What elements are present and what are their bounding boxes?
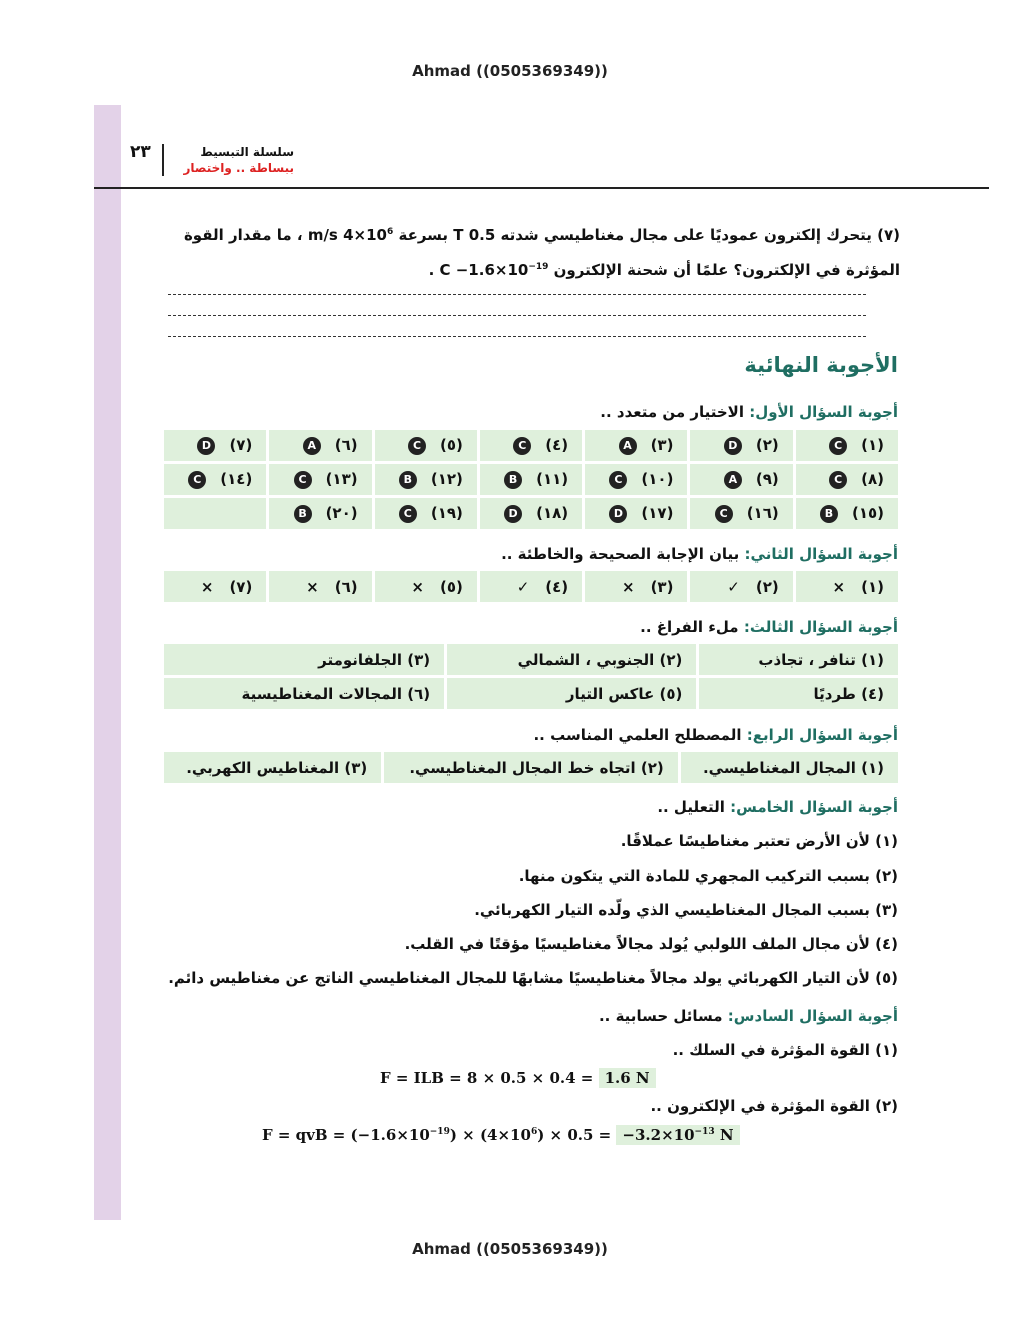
question-number: (٦) bbox=[334, 577, 358, 596]
answer-line[interactable] bbox=[168, 336, 866, 337]
mcq-cell bbox=[796, 464, 898, 495]
mcq-cell bbox=[480, 430, 582, 461]
question-number: (١١) bbox=[536, 470, 569, 489]
answer-choice-icon: C bbox=[609, 471, 627, 489]
mcq-cell bbox=[690, 430, 792, 461]
mcq-cell bbox=[690, 464, 792, 495]
reason-item: (١) لأن الأرض تعتبر مغناطيسًا عملاقًا. bbox=[620, 832, 898, 850]
question-number: (٩) bbox=[755, 470, 779, 489]
mcq-cell bbox=[375, 430, 477, 461]
mcq-cell bbox=[269, 430, 371, 461]
reason-item: (٤) لأن مجال الملف اللولبي يُولد مجالاً مغناطيسيًا مؤقتًا في القلب. bbox=[404, 935, 898, 953]
page-number: ٢٣ bbox=[130, 142, 151, 162]
answer-choice-icon: D bbox=[609, 505, 627, 523]
header-rule bbox=[94, 187, 989, 189]
section4-title: أجوبة السؤال الرابع: المصطلح العلمي المناسب .. bbox=[533, 726, 898, 744]
answers-title: الأجوبة النهائية bbox=[744, 353, 898, 377]
table-row bbox=[164, 752, 898, 783]
answer-choice-icon: C bbox=[829, 437, 847, 455]
true-false-cell bbox=[585, 571, 687, 602]
true-false-cell bbox=[164, 571, 266, 602]
fill-blank-cell: (٤) طرديًا bbox=[699, 678, 898, 709]
answer-choice-icon: C bbox=[294, 471, 312, 489]
question-number: (١٨) bbox=[536, 504, 569, 523]
section3-table bbox=[161, 641, 901, 712]
check-icon: ✓ bbox=[516, 577, 530, 596]
cross-icon: × bbox=[621, 577, 635, 596]
reason-item: (٢) بسبب التركيب المجهري للمادة التي يتكون منها. bbox=[518, 867, 898, 885]
calc1-label: (١) القوة المؤثرة في السلك .. bbox=[672, 1041, 898, 1059]
mcq-cell bbox=[796, 430, 898, 461]
series-line2: ببساطة .. واختصار bbox=[183, 161, 294, 175]
table-row bbox=[164, 678, 898, 709]
section2-title: أجوبة السؤال الثاني: بيان الإجابة الصحيحة والخاطئة .. bbox=[501, 545, 898, 563]
series-title bbox=[162, 144, 294, 176]
mcq-cell bbox=[585, 464, 687, 495]
mcq-cell bbox=[690, 498, 792, 529]
question-number: (١) bbox=[861, 436, 884, 455]
cross-icon: × bbox=[306, 577, 319, 596]
table-row bbox=[164, 430, 898, 461]
answer-choice-icon: D bbox=[724, 437, 742, 455]
answer-choice-icon: D bbox=[197, 437, 215, 455]
question-number: (١٧) bbox=[641, 504, 674, 523]
mcq-cell bbox=[480, 498, 582, 529]
answer-choice-icon: C bbox=[188, 471, 206, 489]
question-number: (١٦) bbox=[746, 504, 779, 523]
mcq-cell bbox=[585, 498, 687, 529]
answer-choice-icon: A bbox=[724, 471, 742, 489]
answer-choice-icon: C bbox=[408, 437, 426, 455]
section5-title: أجوبة السؤال الخامس: التعليل .. bbox=[657, 798, 898, 816]
cross-icon: × bbox=[411, 577, 424, 596]
fill-blank-cell: (٥) عاكس التيار bbox=[447, 678, 696, 709]
section1-table bbox=[161, 427, 901, 532]
answer-choice-icon: B bbox=[399, 471, 417, 489]
calc2-label: (٢) القوة المؤثرة في الإلكترون .. bbox=[650, 1097, 898, 1115]
question-number: (٤) bbox=[545, 577, 569, 596]
answer-choice-icon: B bbox=[294, 505, 312, 523]
header-contact: Ahmad ((0505369349)) bbox=[412, 62, 608, 80]
question-number: (١٤) bbox=[220, 470, 253, 489]
question-number: (٢٠) bbox=[325, 504, 358, 523]
answer-choice-icon: A bbox=[619, 437, 637, 455]
answer-choice-icon: C bbox=[715, 505, 733, 523]
question-number: (١٥) bbox=[851, 504, 884, 523]
question-number: (١٢) bbox=[430, 470, 463, 489]
question-7 bbox=[160, 216, 900, 286]
answer-choice-icon: D bbox=[504, 505, 522, 523]
answer-choice-icon: C bbox=[399, 505, 417, 523]
series-line1: سلسلة التبسيط bbox=[200, 145, 294, 159]
answer-choice-icon: C bbox=[513, 437, 531, 455]
term-cell: (١) المجال المغناطيسي. bbox=[681, 752, 898, 783]
table-row bbox=[164, 571, 898, 602]
section1-title: أجوبة السؤال الأول: الاختيار من متعدد .. bbox=[600, 403, 898, 421]
answer-choice-icon: A bbox=[303, 437, 321, 455]
question-number: (٨) bbox=[861, 470, 884, 489]
true-false-cell bbox=[796, 571, 898, 602]
calc1-result: 1.6 N bbox=[599, 1068, 656, 1088]
mcq-cell bbox=[269, 464, 371, 495]
table-row bbox=[164, 464, 898, 495]
mcq-cell bbox=[585, 430, 687, 461]
cross-icon: × bbox=[832, 577, 846, 596]
question-number: (٢) bbox=[755, 577, 779, 596]
answer-choice-icon: B bbox=[820, 505, 838, 523]
question-number: (٦) bbox=[334, 436, 358, 455]
term-cell: (٣) المغناطيس الكهربي. bbox=[164, 752, 381, 783]
answer-choice-icon: B bbox=[504, 471, 522, 489]
fill-blank-cell: (٣) الجلفانومتر bbox=[164, 644, 444, 675]
mcq-cell bbox=[375, 464, 477, 495]
check-icon: ✓ bbox=[727, 577, 740, 596]
true-false-cell bbox=[480, 571, 582, 602]
question-number: (١٩) bbox=[430, 504, 463, 523]
fill-blank-cell: (٢) الجنوبي ، الشمالي bbox=[447, 644, 696, 675]
fill-blank-cell: (١) تنافر ، تجاذب bbox=[699, 644, 898, 675]
mcq-cell bbox=[796, 498, 898, 529]
table-row bbox=[164, 498, 898, 529]
question-number: (٤) bbox=[545, 436, 569, 455]
section4-table bbox=[161, 749, 901, 786]
section6-title: أجوبة السؤال السادس: مسائل حسابية .. bbox=[598, 1007, 898, 1025]
question-number: (٧) bbox=[229, 436, 253, 455]
question-number: (٧) bbox=[229, 577, 253, 596]
answer-line[interactable] bbox=[168, 315, 866, 316]
cross-icon: × bbox=[200, 577, 214, 596]
question-number: (٢) bbox=[755, 436, 779, 455]
question-number: (٣) bbox=[650, 577, 674, 596]
question-number: (١) bbox=[861, 577, 884, 596]
true-false-cell bbox=[690, 571, 792, 602]
side-bar bbox=[94, 105, 121, 1220]
mcq-cell bbox=[480, 464, 582, 495]
true-false-cell bbox=[375, 571, 477, 602]
question-7-line1: (٧) يتحرك إلكترون عموديًا على مجال مغناطيسي شدته 0.5 T بسرعة $4\times 10^6$ m/s ، ما مقدار القوة bbox=[183, 226, 900, 244]
reason-item: (٣) بسبب المجال المغناطيسي الذي ولّده التيار الكهربائي. bbox=[474, 901, 898, 919]
term-cell: (٢) اتجاه خط المجال المغناطيسي. bbox=[384, 752, 678, 783]
mcq-cell bbox=[375, 498, 477, 529]
section2-table bbox=[161, 568, 901, 605]
table-row bbox=[164, 644, 898, 675]
question-number: (٥) bbox=[440, 577, 463, 596]
calc1-equation: F = ILB = 8 × 0.5 × 0.4 = 1.6 N bbox=[380, 1069, 656, 1087]
fill-blank-cell: (٦) المجالات المغناطيسية bbox=[164, 678, 444, 709]
mcq-cell bbox=[164, 430, 266, 461]
calc2-equation: F = qvB = $(-1.6\times 10^{-19}) \times (4\times 10^6) \times 0.5 = -3.2\times 10^{-13}$ N bbox=[262, 1126, 740, 1144]
mcq-cell bbox=[164, 498, 266, 529]
question-number: (١٠) bbox=[641, 470, 674, 489]
calc2-result: $-3.2\times 10^{-13}$ N bbox=[616, 1125, 739, 1145]
reason-item: (٥) لأن التيار الكهربائي يولد مجالاً مغناطيسيًا مشابهًا للمجال المغناطيسي الناتج عن مغناطيس دائم. bbox=[168, 969, 898, 987]
answer-choice-icon: C bbox=[829, 471, 847, 489]
question-number: (١٣) bbox=[325, 470, 358, 489]
footer-contact: Ahmad ((0505369349)) bbox=[412, 1240, 608, 1258]
true-false-cell bbox=[269, 571, 371, 602]
section3-title: أجوبة السؤال الثالث: ملء الفراغ .. bbox=[640, 618, 898, 636]
mcq-cell bbox=[164, 464, 266, 495]
answer-line[interactable] bbox=[168, 294, 866, 295]
question-number: (٥) bbox=[440, 436, 463, 455]
mcq-cell bbox=[269, 498, 371, 529]
question-7-line2: المؤثرة في الإلكترون؟ علمًا أن شحنة الإلكترون $-1.6\times 10^{-19}$ C . bbox=[428, 261, 900, 279]
question-number: (٣) bbox=[650, 436, 674, 455]
